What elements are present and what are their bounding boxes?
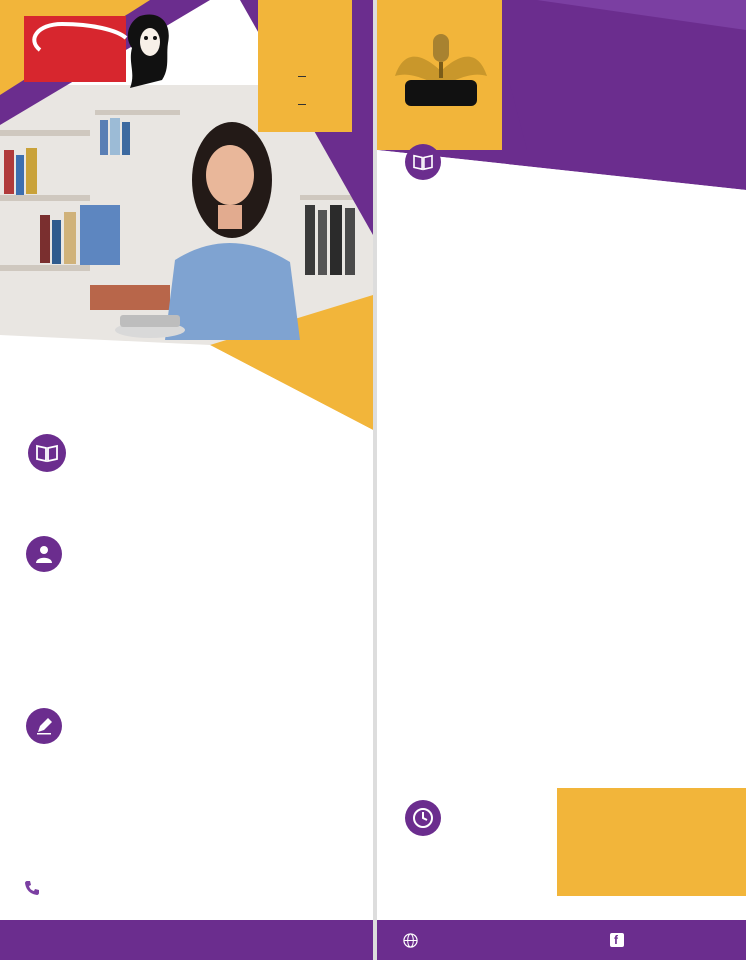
plan-book-icon [405,144,441,180]
address-footer [0,920,373,960]
picasso-portrait-icon [110,8,178,90]
phone-icon [24,880,40,901]
exam-hora-value [298,75,306,77]
user-icon [26,536,62,572]
right-panel [377,0,746,960]
web-footer [377,920,746,960]
slogan-box [557,788,746,896]
facebook-icon: f [610,933,624,947]
pen-icon [26,708,62,744]
clock-icon [405,800,441,836]
exam-info-box [258,0,352,132]
book-icon [28,434,66,472]
microphone-badge-icon [385,26,497,112]
globe-icon [403,933,418,948]
exam-costo-value [298,103,306,105]
